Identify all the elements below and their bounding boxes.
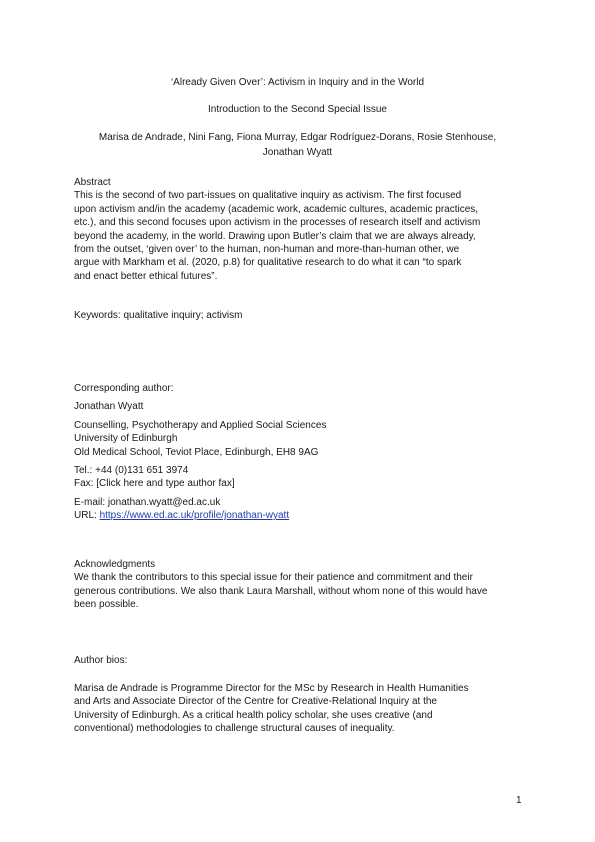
bio-line: and Arts and Associate Director of the Centre for Creative-Relational Inquiry at the bbox=[74, 696, 437, 708]
page-number: 1 bbox=[516, 795, 522, 806]
paper-title: ‘Already Given Over’: Activism in Inquiry and in the World bbox=[170, 77, 425, 88]
abstract-line: from the outset, ‘given over’ to the human, non-human and more-than-human other, we bbox=[74, 244, 460, 256]
telephone: Tel.: +44 (0)131 651 3974 bbox=[74, 465, 189, 477]
author-list-line-2: Jonathan Wyatt bbox=[262, 147, 333, 158]
address-line: Counselling, Psychotherapy and Applied Social Sciences bbox=[74, 419, 327, 431]
acknowledgments-line: generous contributions. We also thank Laura Marshall, without whom none of this would have bbox=[74, 585, 488, 597]
corresponding-name: Jonathan Wyatt bbox=[74, 401, 144, 413]
bio-line: conventional) methodologies to challenge structural causes of inequality. bbox=[74, 723, 395, 735]
acknowledgments-line: We thank the contributors to this special issue for their patience and commitment and their bbox=[74, 572, 473, 584]
abstract-heading: Abstract bbox=[74, 177, 111, 188]
profile-url-link[interactable]: https://www.ed.ac.uk/profile/jonathan-wyatt bbox=[99, 510, 290, 522]
url-line bbox=[74, 509, 529, 522]
author-bios-heading: Author bios: bbox=[74, 655, 128, 666]
corresponding-label: Corresponding author: bbox=[74, 383, 174, 394]
keywords: Keywords: qualitative inquiry; activism bbox=[74, 310, 243, 321]
abstract-line: and enact better ethical futures”. bbox=[74, 270, 218, 282]
acknowledgments-section bbox=[74, 558, 529, 612]
abstract-line: upon activism and/in the academy (academic work, academic cultures, academic practices, bbox=[74, 203, 479, 215]
abstract-section bbox=[74, 176, 529, 283]
bio-line: Marisa de Andrade is Programme Director for the MSc by Research in Health Humanities bbox=[74, 683, 469, 694]
bio-line: University of Edinburgh. As a critical health policy scholar, she uses creative (and bbox=[74, 709, 433, 721]
abstract-line: argue with Markham et al. (2020, p.8) for qualitative research to do what it can “to spark bbox=[74, 257, 462, 269]
abstract-line: beyond the academy, in the world. Drawing upon Butler’s claim that we are always already, bbox=[74, 230, 476, 242]
acknowledgments-heading: Acknowledgments bbox=[74, 559, 156, 570]
corresponding-author-section bbox=[74, 382, 529, 523]
url-label: URL: bbox=[74, 510, 100, 522]
address-line: University of Edinburgh bbox=[74, 433, 178, 445]
author-list-line-1: Marisa de Andrade, Nini Fang, Fiona Murray, Edgar Rodríguez-Dorans, Rosie Stenhouse, bbox=[98, 132, 497, 143]
abstract-line: etc.), and this second focuses upon activism in the processes of research itself and activism bbox=[74, 217, 481, 229]
fax: Fax: [Click here and type author fax] bbox=[74, 478, 235, 490]
paper-subtitle: Introduction to the Second Special Issue bbox=[207, 104, 387, 115]
address-line: Old Medical School, Teviot Place, Edinburgh, EH8 9AG bbox=[74, 446, 319, 458]
abstract-line: This is the second of two part-issues on qualitative inquiry as activism. The first focused bbox=[74, 190, 462, 202]
email: E-mail: jonathan.wyatt@ed.ac.uk bbox=[74, 496, 221, 508]
author-bios-section bbox=[74, 682, 529, 736]
acknowledgments-line: been possible. bbox=[74, 599, 139, 611]
